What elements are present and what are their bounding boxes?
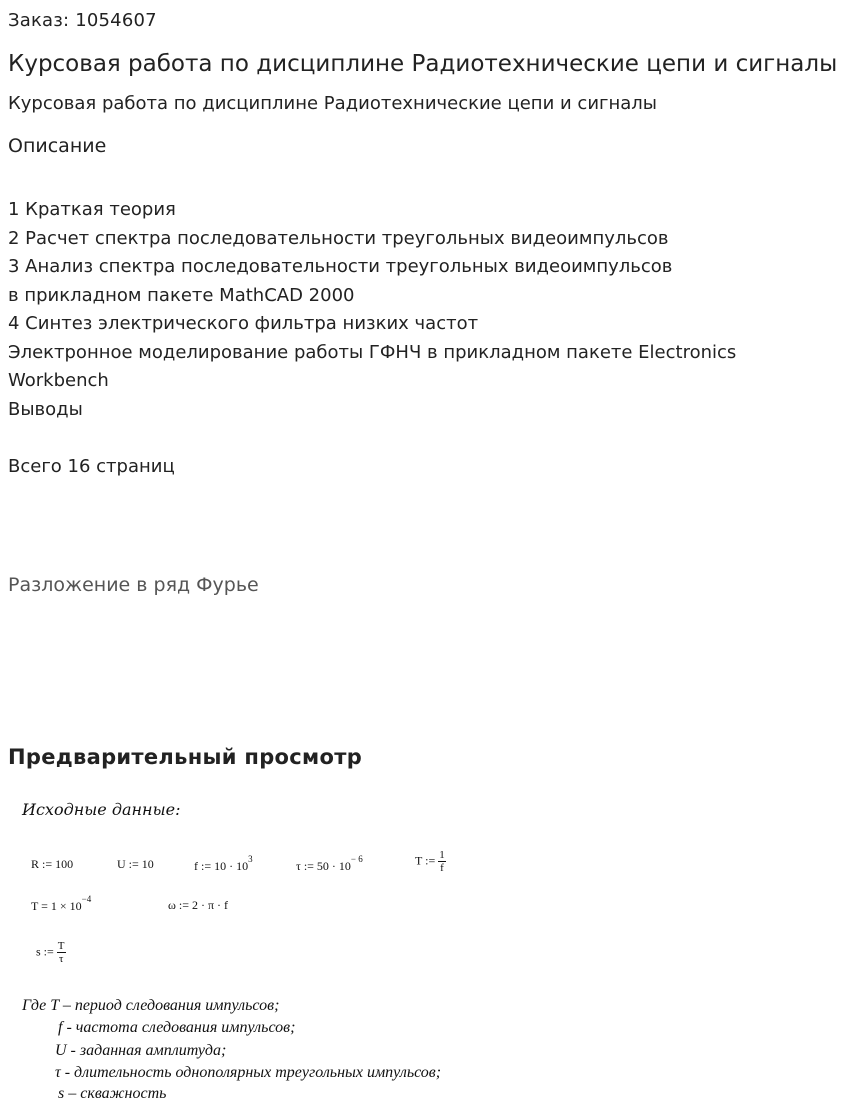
- source-data-label: Исходные данные:: [22, 800, 181, 819]
- page-count: Всего 16 страниц: [8, 456, 175, 477]
- toc-item: в прикладном пакете MathCAD 2000: [8, 284, 355, 306]
- toc-item: 3 Анализ спектра последовательности треугольных видеоимпульсов: [8, 256, 673, 277]
- preview-heading: Предварительный просмотр: [8, 745, 363, 769]
- formula-f: f := $10 \cdot 10^3$: [194, 854, 253, 873]
- legend-line: τ - длительность однополярных треугольных импульсов;: [55, 1064, 442, 1081]
- page-subtitle: Курсовая работа по дисциплине Радиотехнические цепи и сигналы: [8, 93, 657, 114]
- toc-item: 4 Синтез электрического фильтра низких частот: [8, 313, 479, 334]
- page-title: Курсовая работа по дисциплине Радиотехнические цепи и сигналы: [8, 51, 838, 77]
- toc-item: Выводы: [8, 398, 83, 420]
- description-heading: Описание: [8, 135, 107, 157]
- formula-period: T := $\frac{1}{f}$: [415, 849, 445, 874]
- legend-line: f - частота следования импульсов;: [58, 1019, 296, 1036]
- formula-period-value: $T = 1 \times 10^{-4}$: [31, 894, 92, 913]
- legend-line: Где T – период следования импульсов;: [22, 997, 280, 1014]
- formula-tau: τ := $50 \cdot 10^{- 6}$: [296, 854, 363, 873]
- fourier-series-link[interactable]: Разложение в ряд Фурье: [8, 574, 259, 596]
- toc-item: Электронное моделирование работы ГФНЧ в прикладном пакете Electronics: [8, 341, 737, 363]
- page-content: [8, 0, 838, 770]
- formula-u: U := 10: [117, 857, 154, 871]
- legend-line: s – скважность: [58, 1085, 167, 1102]
- toc-item: 2 Расчет спектра последовательности треугольных видеоимпульсов: [8, 227, 669, 249]
- formula-duty-cycle: s := $\frac{T}{\tau}$: [36, 940, 65, 965]
- toc-item: 1 Краткая теория: [8, 199, 176, 220]
- formula-r: R := 100: [31, 857, 74, 871]
- table-of-contents: [8, 196, 838, 424]
- legend-line: U - заданная амплитуда;: [55, 1042, 227, 1059]
- order-number: Заказ: 1054607: [8, 10, 157, 31]
- preview-scan-image: [0, 795, 847, 1120]
- formula-omega: ω := 2 · π · f: [168, 898, 229, 912]
- toc-item: Workbench: [8, 370, 109, 391]
